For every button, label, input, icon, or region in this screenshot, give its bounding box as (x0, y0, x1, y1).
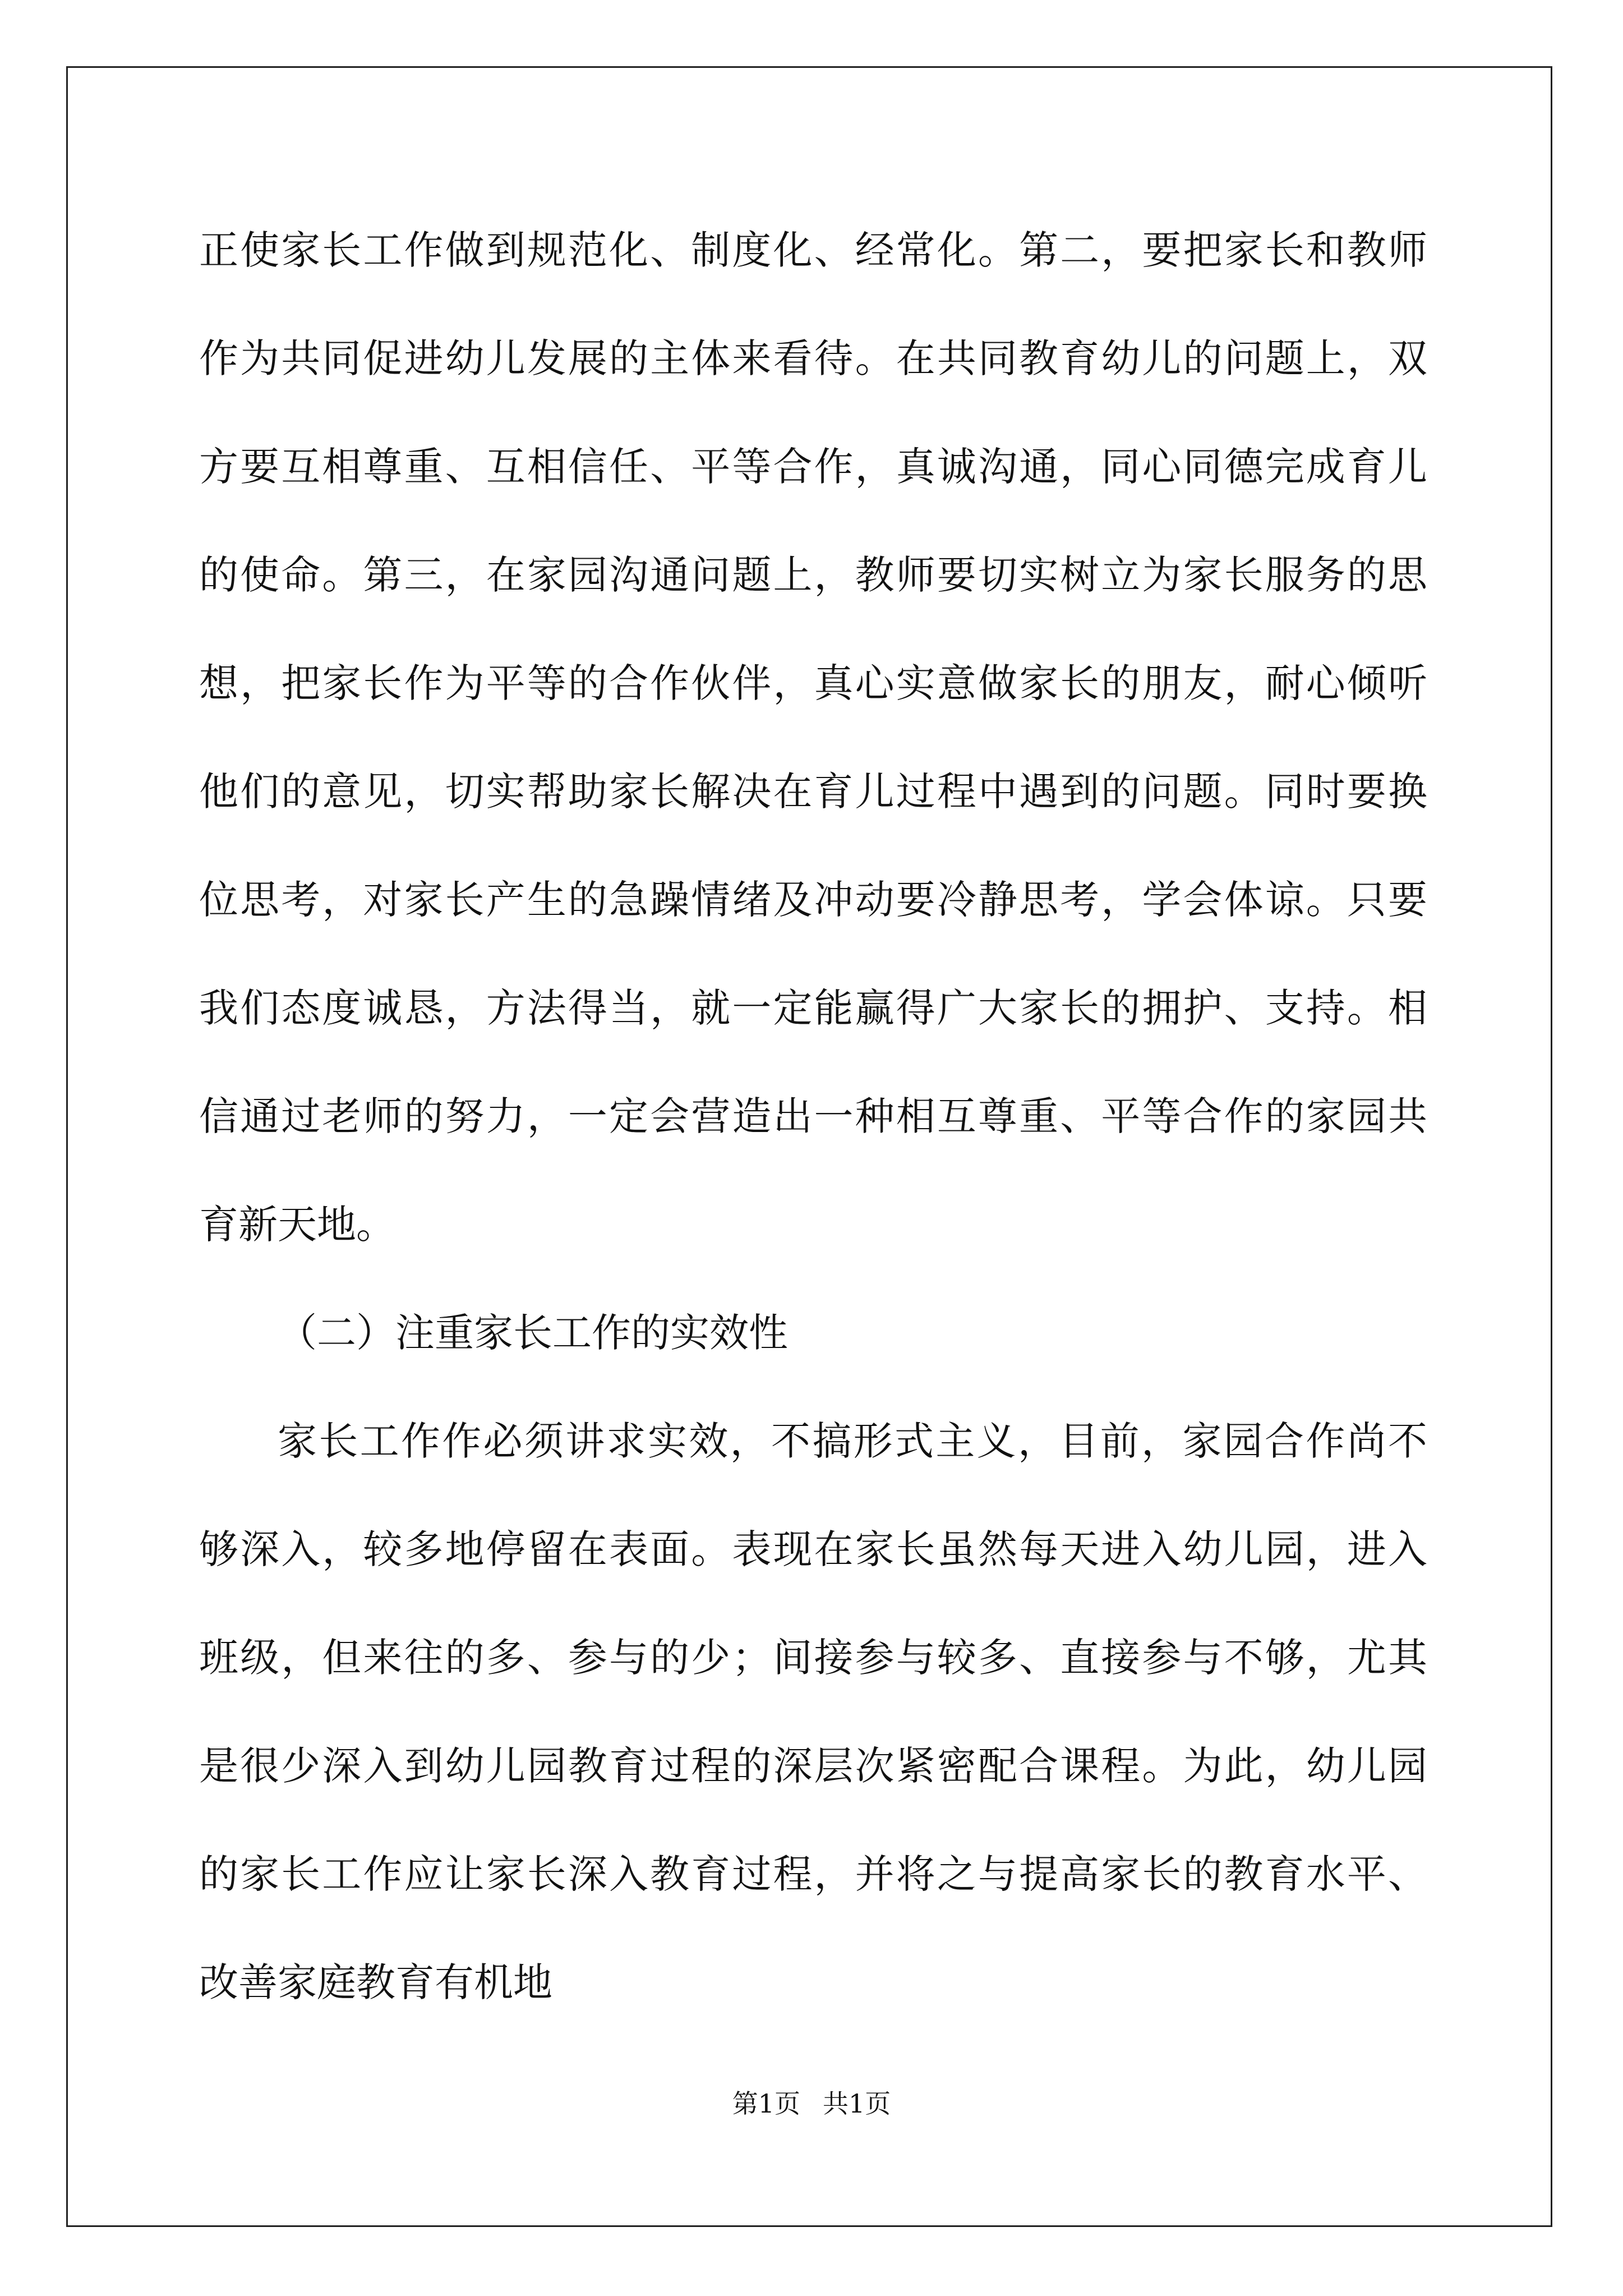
text-line: 他们的意见，切实帮助家长解决在育儿过程中遇到的问题。同时要换 (199, 769, 1427, 815)
section-heading: （二）注重家长工作的实效性 (278, 1310, 788, 1356)
text-line: 想，把家长作为平等的合作伙伴，真心实意做家长的朋友，耐心倾听 (199, 660, 1427, 706)
page-total: 共1页 (823, 2088, 891, 2119)
page-footer (0, 2087, 1623, 2120)
text-line: 位思考，对家长产生的急躁情绪及冲动要冷静思考，学会体谅。只要 (199, 877, 1427, 923)
text-line: 我们态度诚恳，方法得当，就一定能赢得广大家长的拥护、支持。相 (199, 985, 1427, 1031)
text-line: 的家长工作应让家长深入教育过程，并将之与提高家长的教育水平、 (199, 1851, 1427, 1897)
document-body (199, 196, 1427, 2037)
text-line: 育新天地。 (199, 1202, 395, 1248)
text-line: 改善家庭教育有机地 (199, 1959, 552, 2005)
text-line: 是很少深入到幼儿园教育过程的深层次紧密配合课程。为此，幼儿园 (199, 1743, 1427, 1789)
page-number: 第1页 (732, 2088, 800, 2119)
text-line: 班级，但来往的多、参与的少；间接参与较多、直接参与不够，尤其 (199, 1635, 1427, 1681)
text-line: 够深入，较多地停留在表面。表现在家长虽然每天进入幼儿园，进入 (199, 1526, 1427, 1572)
text-line: 信通过老师的努力，一定会营造出一种相互尊重、平等合作的家园共 (199, 1093, 1427, 1139)
text-line: 方要互相尊重、互相信任、平等合作，真诚沟通，同心同德完成育儿 (199, 444, 1427, 490)
text-line: 的使命。第三，在家园沟通问题上，教师要切实树立为家长服务的思 (199, 552, 1427, 598)
text-line: 正使家长工作做到规范化、制度化、经常化。第二，要把家长和教师 (199, 227, 1427, 273)
text-line: 作为共同促进幼儿发展的主体来看待。在共同教育幼儿的问题上，双 (199, 335, 1427, 381)
text-line: 家长工作作必须讲求实效，不搞形式主义，目前，家园合作尚不 (278, 1418, 1427, 1464)
